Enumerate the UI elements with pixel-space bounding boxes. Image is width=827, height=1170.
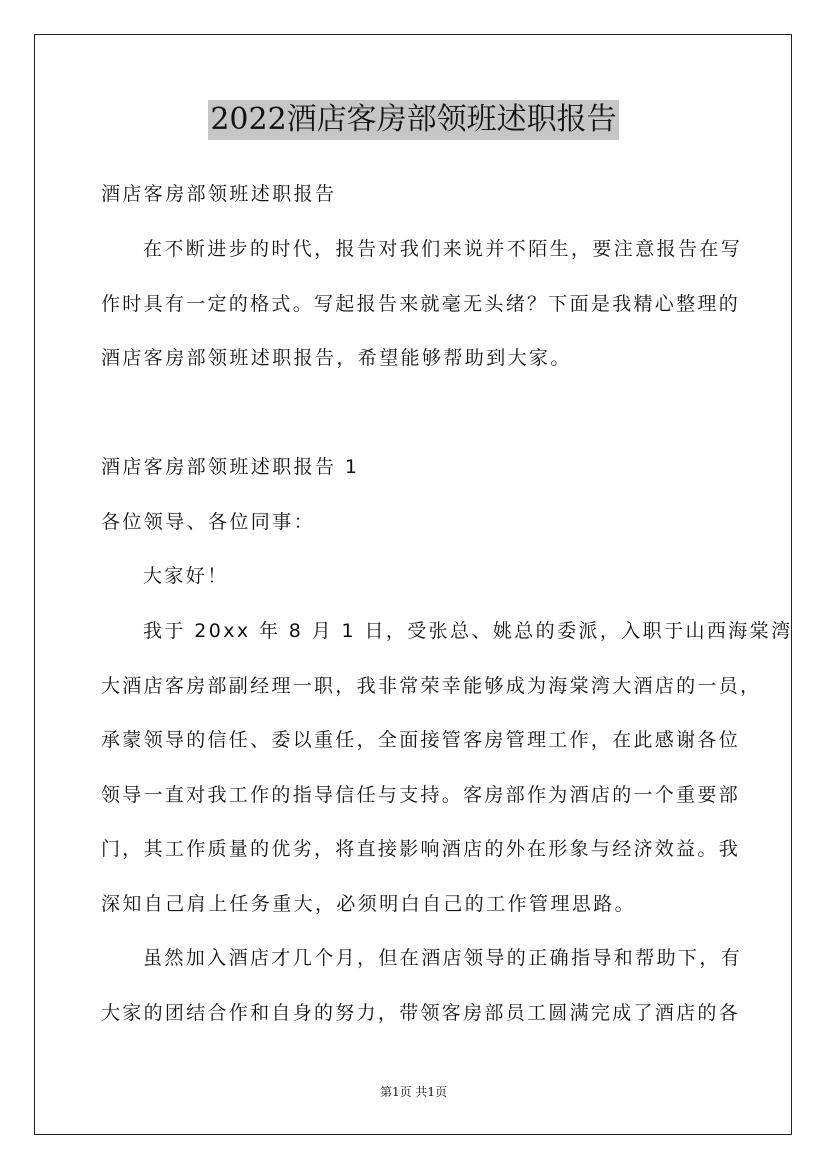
paragraph1-line-1: 我于 20xx 年 8 月 1 日，受张总、姚总的委派，入职于山西海棠湾 — [143, 620, 793, 642]
salutation: 各位领导、各位同事： — [101, 511, 316, 533]
paragraph1-line-2: 大酒店客房部副经理一职，我非常荣幸能够成为海棠湾大酒店的一员， — [101, 675, 762, 697]
document-subtitle: 酒店客房部领班述职报告 — [101, 183, 337, 205]
intro-line-1: 在不断进步的时代，报告对我们来说并不陌生，要注意报告在写 — [143, 238, 743, 260]
paragraph1-line-5: 门，其工作质量的优劣，将直接影响酒店的外在形象与经济效益。我 — [101, 838, 741, 860]
title-wrap — [0, 100, 827, 140]
paragraph2-line-1: 虽然加入酒店才几个月，但在酒店领导的正确指导和帮助下，有 — [143, 947, 743, 969]
intro-line-2: 作时具有一定的格式。写起报告来就毫无头绪？下面是我精心整理的 — [101, 293, 741, 315]
paragraph1-line-6: 深知自己肩上任务重大，必须明白自己的工作管理思路。 — [101, 893, 637, 915]
document-title: 2022酒店客房部领班述职报告 — [208, 100, 618, 140]
page-footer: 第1页 共1页 — [379, 1085, 448, 1099]
paragraph2-line-2: 大家的团结合作和自身的努力，带领客房部员工圆满完成了酒店的各 — [101, 1002, 741, 1024]
section-heading: 酒店客房部领班述职报告 1 — [101, 456, 360, 478]
paragraph1-line-4: 领导一直对我工作的指导信任与支持。客房部作为酒店的一个重要部 — [101, 784, 741, 806]
intro-line-3: 酒店客房部领班述职报告，希望能够帮助到大家。 — [101, 347, 572, 369]
greeting: 大家好！ — [143, 565, 229, 587]
paragraph1-line-3: 承蒙领导的信任、委以重任，全面接管客房管理工作，在此感谢各位 — [101, 729, 741, 751]
